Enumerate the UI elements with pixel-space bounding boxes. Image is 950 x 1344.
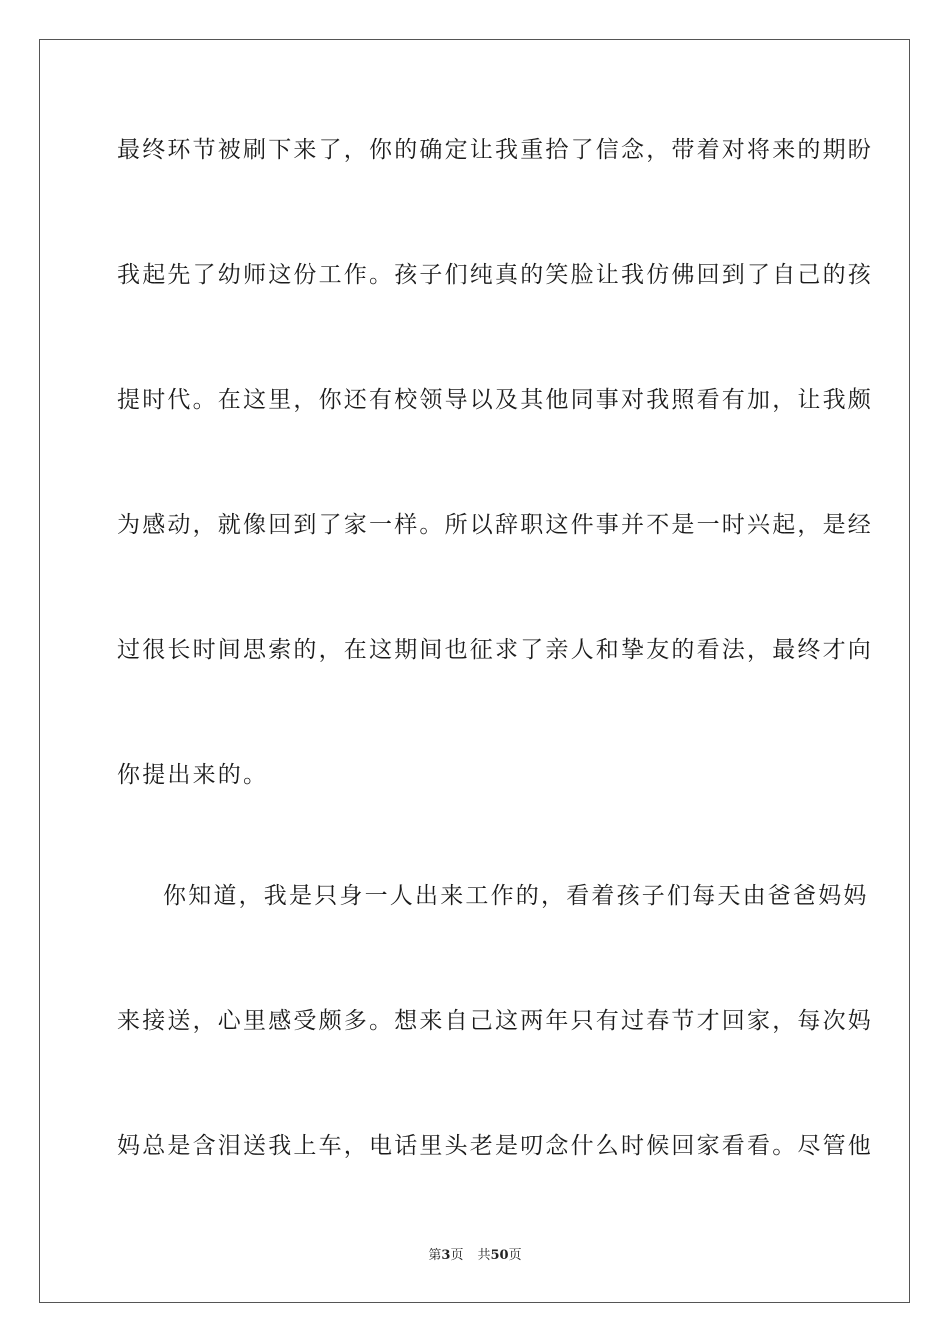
total-prefix: 共 bbox=[477, 1248, 491, 1263]
page-number: 3 bbox=[441, 1248, 451, 1263]
body-text-line: 我起先了幼师这份工作。孩子们纯真的笑脸让我仿佛回到了自己的孩 bbox=[117, 262, 873, 288]
page-footer bbox=[0, 1247, 950, 1265]
page-prefix: 第 bbox=[428, 1248, 442, 1263]
body-text-line: 过很长时间思索的，在这期间也征求了亲人和挚友的看法，最终才向 bbox=[117, 637, 873, 663]
body-text-line: 妈总是含泪送我上车，电话里头老是叨念什么时候回家看看。尽管他 bbox=[117, 1133, 873, 1159]
total-pages: 50 bbox=[490, 1248, 509, 1263]
body-text-line: 你提出来的。 bbox=[117, 762, 269, 788]
body-text-line: 最终环节被刷下来了，你的确定让我重拾了信念，带着对将来的期盼 bbox=[117, 137, 873, 163]
body-text-line: 来接送，心里感受颇多。想来自己这两年只有过春节才回家，每次妈 bbox=[117, 1008, 873, 1034]
page-suffix: 页 bbox=[450, 1248, 464, 1263]
paragraph-first-line: 你知道，我是只身一人出来工作的，看着孩子们每天由爸爸妈妈 bbox=[163, 883, 869, 909]
body-text-line: 提时代。在这里，你还有校领导以及其他同事对我照看有加，让我颇 bbox=[117, 387, 873, 413]
page-border bbox=[39, 39, 910, 1303]
total-suffix: 页 bbox=[508, 1248, 522, 1263]
body-text-line: 为感动，就像回到了家一样。所以辞职这件事并不是一时兴起，是经 bbox=[117, 512, 873, 538]
